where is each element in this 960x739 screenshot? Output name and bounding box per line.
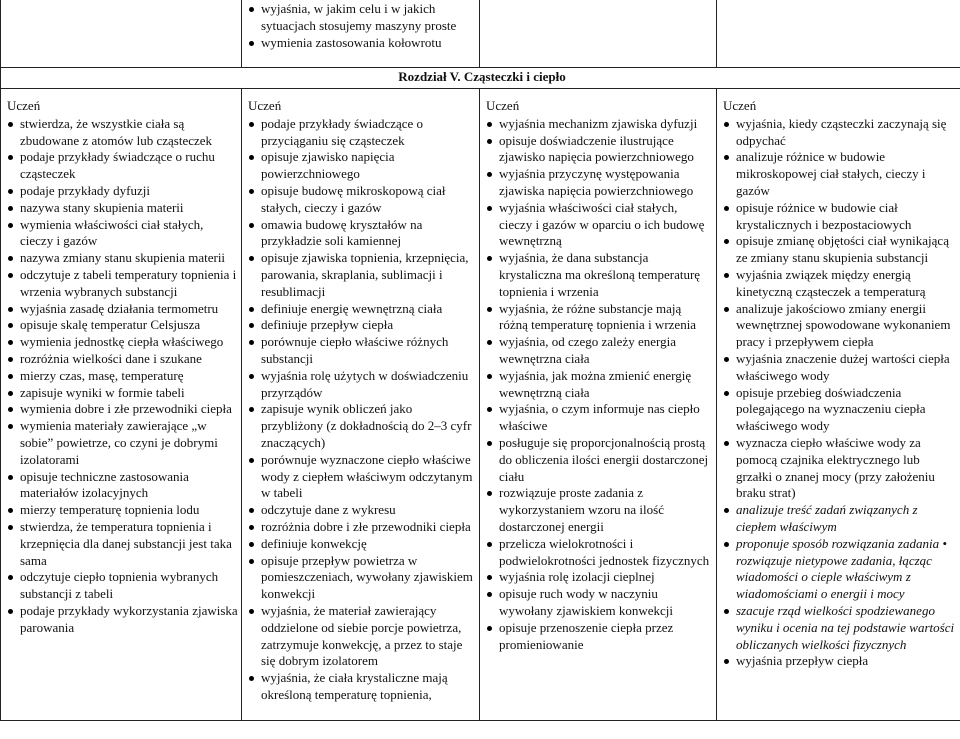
list-item: wyjaśnia, o czym informuje nas ciepło właściwe: [486, 401, 713, 435]
list-item: wyjaśnia przyczynę występowania zjawiska napięcia powierzchniowego: [486, 166, 713, 200]
list-item: podaje przykłady świadczące o przyciąganiu się cząsteczek: [248, 116, 476, 150]
column-3: [480, 89, 717, 721]
list-item: wyjaśnia, kiedy cząsteczki zaczynają się odpychać: [723, 116, 957, 150]
list-item: opisuje zmianę objętości ciał wynikającą ze zmiany stanu skupienia substancji: [723, 233, 957, 267]
list-item: odczytuje dane z wykresu: [248, 502, 476, 519]
list-item: odczytuje z tabeli temperatury topnienia i wrzenia wybranych substancji: [7, 267, 238, 301]
list-item: wyjaśnia znaczenie dużej wartości ciepła właściwego wody: [723, 351, 957, 385]
top-list: [248, 1, 476, 51]
list-item: opisuje budowę mikroskopową ciał stałych, cieczy i gazów: [248, 183, 476, 217]
list-item: stwierdza, że temperatura topnienia i krzepnięcia dla danej substancji jest taka sama: [7, 519, 238, 569]
list-item: wyjaśnia, że dana substancja krystaliczna ma określoną temperaturę topnienia i wrzenia: [486, 250, 713, 300]
list-item: zapisuje wyniki w formie tabeli: [7, 385, 238, 402]
list-item: wyjaśnia, że materiał zawierający oddzielone od siebie porcje powietrza, zatrzymuje konwekcję, a przez to staje się dobrym izolatorem: [248, 603, 476, 670]
list-item: stwierdza, że wszystkie ciała są zbudowane z atomów lub cząsteczek: [7, 116, 238, 150]
list-item: opisuje zjawisko napięcia powierzchniowego: [248, 149, 476, 183]
list-item: opisuje skalę temperatur Celsjusza: [7, 317, 238, 334]
list-item: definiuje energię wewnętrzną ciała: [248, 301, 476, 318]
list-item: proponuje sposób rozwiązania zadania • rozwiązuje nietypowe zadania, łącząc wiadomości o cieple właściwym z wiadomościami o energii i mocy: [723, 536, 957, 603]
list-item: rozwiązuje proste zadania z wykorzystaniem wzoru na ilość dostarczonej energii: [486, 485, 713, 535]
list-item: wymienia zastosowania kołowrotu: [248, 35, 476, 52]
list-item: wymienia właściwości ciał stałych, cieczy i gazów: [7, 217, 238, 251]
top-left-empty-cell: [1, 0, 242, 68]
list-item: rozróżnia dobre i złe przewodniki ciepła: [248, 519, 476, 536]
requirements-list: [248, 116, 476, 704]
list-item: definiuje przepływ ciepła: [248, 317, 476, 334]
list-item: wymienia jednostkę ciepła właściwego: [7, 334, 238, 351]
list-item: definiuje konwekcję: [248, 536, 476, 553]
list-item: szacuje rząd wielkości spodziewanego wyniku i ocenia na tej podstawie wartości obliczanych wielkości fizycznych: [723, 603, 957, 653]
list-item: wyjaśnia rolę izolacji cieplnej: [486, 569, 713, 586]
list-item: opisuje zjawiska topnienia, krzepnięcia, parowania, skraplania, sublimacji i resublimacji: [248, 250, 476, 300]
list-item: posługuje się proporcjonalnością prostą do obliczenia ilości energii dostarczonej ciału: [486, 435, 713, 485]
list-item: podaje przykłady świadczące o ruchu cząsteczek: [7, 149, 238, 183]
list-item: analizuje jakościowo zmiany energii wewnętrznej spowodowane wykonaniem pracy i przepływem ciepła: [723, 301, 957, 351]
requirements-list: [486, 116, 713, 654]
column-heading: Uczeń: [486, 98, 520, 113]
column-heading: Uczeń: [248, 98, 282, 113]
list-item: wyjaśnia przepływ ciepła: [723, 653, 957, 670]
column-2: [242, 89, 480, 721]
requirements-list: [723, 116, 957, 670]
list-item: nazywa stany skupienia materii: [7, 200, 238, 217]
list-item: odczytuje ciepło topnienia wybranych substancji z tabeli: [7, 569, 238, 603]
list-item: mierzy temperaturę topnienia lodu: [7, 502, 238, 519]
list-item: wyjaśnia, że ciała krystaliczne mają określoną temperaturę topnienia,: [248, 670, 476, 704]
list-item: wyjaśnia, w jakim celu i w jakich sytuacjach stosujemy maszyny proste: [248, 1, 476, 35]
list-item: analizuje treść zadań związanych z ciepłem właściwym: [723, 502, 957, 536]
list-item: opisuje różnice w budowie ciał krystalicznych i bezpostaciowych: [723, 200, 957, 234]
list-item: nazywa zmiany stanu skupienia materii: [7, 250, 238, 267]
list-item: wymienia materiały zawierające „w sobie” powietrze, co czyni je dobrymi izolatorami: [7, 418, 238, 468]
list-item: opisuje przepływ powietrza w pomieszczeniach, wywołany zjawiskiem konwekcji: [248, 553, 476, 603]
list-item: opisuje doświadczenie ilustrujące zjawisko napięcia powierzchniowego: [486, 133, 713, 167]
column-heading: Uczeń: [7, 98, 41, 113]
top-empty-cell-4: [717, 0, 960, 68]
column-heading: Uczeń: [723, 98, 757, 113]
list-item: wyjaśnia zasadę działania termometru: [7, 301, 238, 318]
list-item: mierzy czas, masę, temperaturę: [7, 368, 238, 385]
list-item: porównuje wyznaczone ciepło właściwe wody z ciepłem właściwym odczytanym w tabeli: [248, 452, 476, 502]
list-item: wymienia dobre i złe przewodniki ciepła: [7, 401, 238, 418]
list-item: opisuje ruch wody w naczyniu wywołany zjawiskiem konwekcji: [486, 586, 713, 620]
chapter-title: Rozdział V. Cząsteczki i ciepło: [1, 68, 960, 89]
list-item: podaje przykłady dyfuzji: [7, 183, 238, 200]
list-item: wyjaśnia mechanizm zjawiska dyfuzji: [486, 116, 713, 133]
list-item: przelicza wielokrotności i podwielokrotności jednostek fizycznych: [486, 536, 713, 570]
list-item: opisuje przebieg doświadczenia polegającego na wyznaczeniu ciepła właściwego wody: [723, 385, 957, 435]
top-row: [1, 0, 960, 68]
list-item: wyjaśnia związek między energią kinetyczną cząsteczek a temperaturą: [723, 267, 957, 301]
list-item: opisuje techniczne zastosowania materiałów izolacyjnych: [7, 469, 238, 503]
top-continuation-cell: [242, 0, 480, 68]
list-item: opisuje przenoszenie ciepła przez promieniowanie: [486, 620, 713, 654]
requirements-row: [1, 89, 960, 721]
list-item: wyznacza ciepło właściwe wody za pomocą czajnika elektrycznego lub grzałki o znanej mocy (przy założeniu braku strat): [723, 435, 957, 502]
list-item: zapisuje wynik obliczeń jako przybliżony (z dokładnością do 2–3 cyfr znaczących): [248, 401, 476, 451]
list-item: wyjaśnia właściwości ciał stałych, cieczy i gazów w oparciu o ich budowę wewnętrzną: [486, 200, 713, 250]
list-item: analizuje różnice w budowie mikroskopowej ciał stałych, cieczy i gazów: [723, 149, 957, 199]
list-item: wyjaśnia, jak można zmienić energię wewnętrzną ciała: [486, 368, 713, 402]
list-item: podaje przykłady wykorzystania zjawiska parowania: [7, 603, 238, 637]
column-4: [717, 89, 960, 721]
requirements-list: [7, 116, 238, 637]
top-empty-cell-3: [480, 0, 717, 68]
list-item: omawia budowę kryształów na przykładzie soli kamiennej: [248, 217, 476, 251]
column-1: [1, 89, 242, 721]
list-item: rozróżnia wielkości dane i szukane: [7, 351, 238, 368]
list-item: wyjaśnia, że różne substancje mają różną temperaturę topnienia i wrzenia: [486, 301, 713, 335]
chapter-row: [1, 68, 960, 89]
list-item: porównuje ciepło właściwe różnych substancji: [248, 334, 476, 368]
list-item: wyjaśnia, od czego zależy energia wewnętrzna ciała: [486, 334, 713, 368]
list-item: wyjaśnia rolę użytych w doświadczeniu przyrządów: [248, 368, 476, 402]
